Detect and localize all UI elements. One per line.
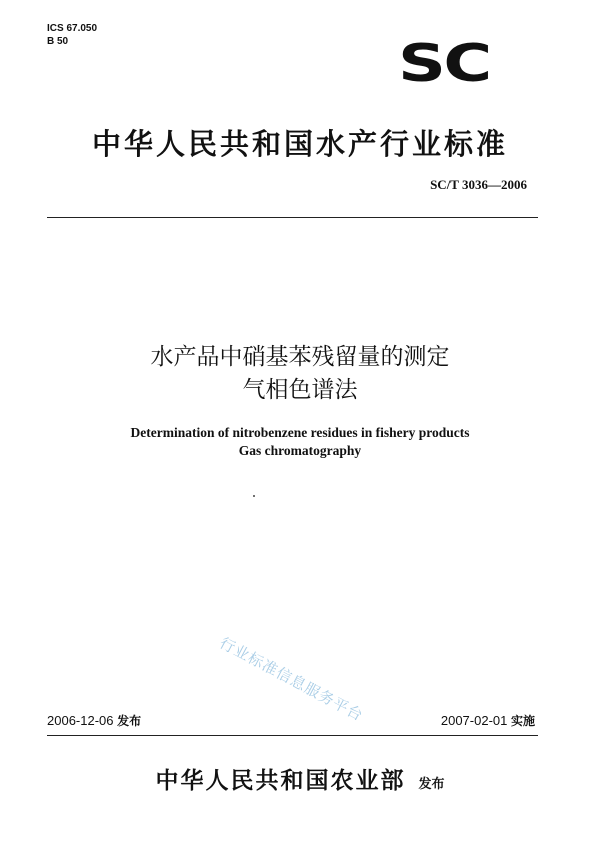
- issuer: [0, 762, 600, 795]
- implement-date-label: 实施: [510, 714, 535, 728]
- title-en-line1: Determination of nitrobenzene residues in fishery products: [130, 425, 470, 440]
- ccs-code: B 50: [47, 36, 69, 47]
- issuer-name: 中华人民共和国农业部: [155, 768, 406, 794]
- issuer-label: 发布: [418, 777, 445, 792]
- title-en-line2: Gas chromatography: [238, 443, 362, 458]
- sector-title: 中华人民共和国水产行业标准: [91, 127, 508, 161]
- watermark-text: 行业标准信息服务平台: [216, 633, 367, 725]
- title-cn-line2: 气相色谱法: [242, 377, 358, 403]
- stray-dot: [253, 495, 255, 497]
- top-divider: [47, 217, 538, 218]
- title-cn-line1: 水产品中硝基苯残留量的测定: [150, 344, 450, 370]
- classification-codes: [47, 22, 97, 48]
- issue-date-label: 发布: [117, 714, 142, 728]
- issue-date-value: 2006-12-06: [47, 713, 114, 728]
- implement-date: [441, 712, 535, 729]
- bottom-divider: [47, 735, 538, 736]
- standard-code: SC/T 3036—2006: [430, 177, 527, 192]
- ics-code: ICS 67.050: [47, 23, 98, 34]
- sc-logo: SC: [398, 34, 490, 94]
- issue-date: [47, 712, 141, 729]
- implement-date-value: 2007-02-01: [440, 713, 508, 728]
